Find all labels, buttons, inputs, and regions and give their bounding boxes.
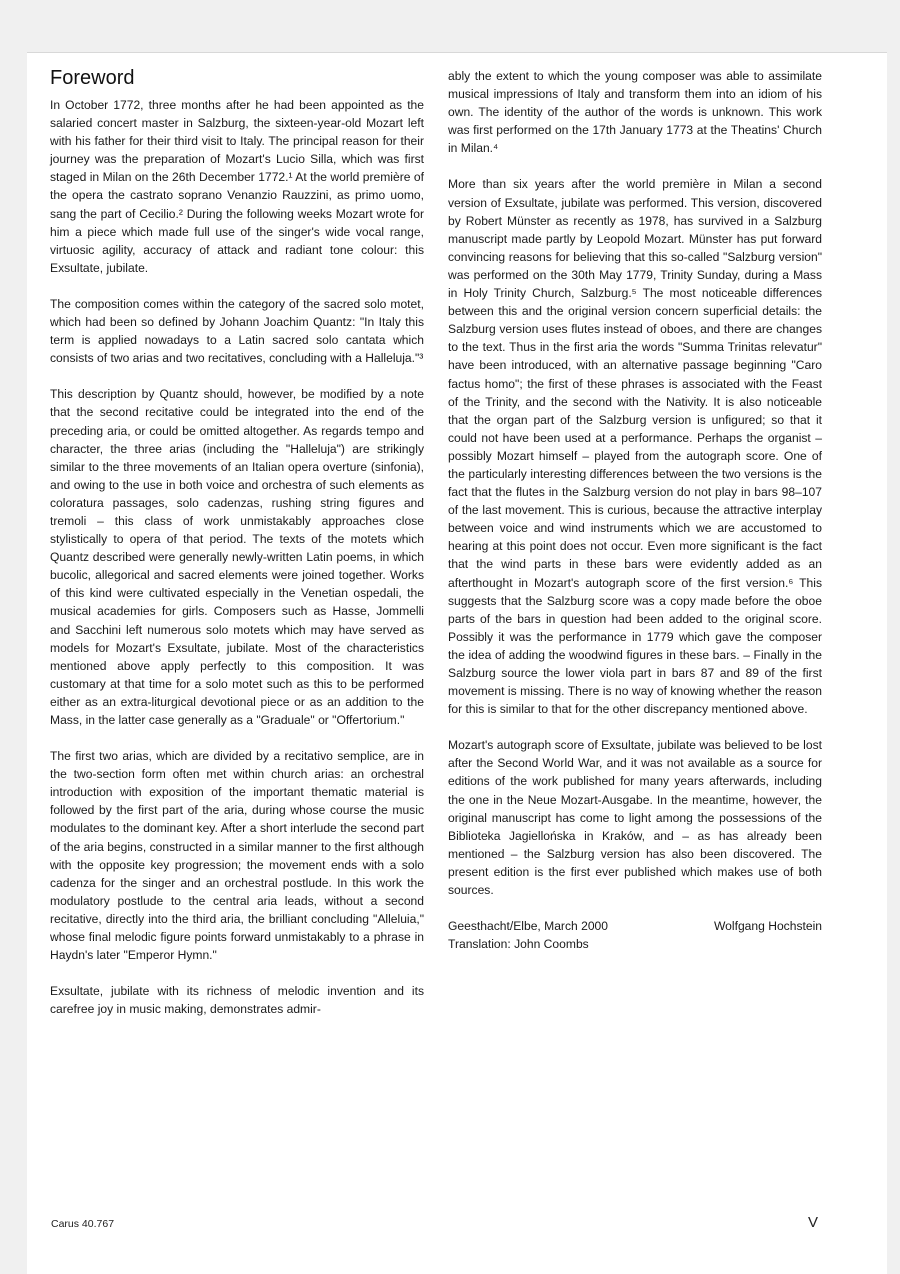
- page-number: V: [808, 1214, 819, 1231]
- paragraph: The first two arias, which are divided by a recitativo semplice, are in the two-section form often met within church arias: an orchestral introduction with exposition of the important thematic material is followed by the first part of the aria, during whose course the music modulates to the dominant key. After a short interlude the second part of the aria begins, constructed in a similar manner to the first although with the opposite key progression; the movement ends with a solo cadenza for the singer and an orchestral postlude. In this work the modulatory postlude to the central aria leads, without a second recitative, directly into the third aria, the brilliant concluding "Alleluia," whose final melodic figure points forward unmistakably to a phrase in Haydn's later "Emperor Hymn.": [50, 749, 424, 963]
- page-top-border: [27, 52, 887, 53]
- catalog-number: Carus 40.767: [51, 1218, 115, 1230]
- page-title: Foreword: [50, 67, 135, 89]
- paragraph: More than six years after the world première in Milan a second version of Exsultate, jubilate was performed. This version, discovered by Robert Münster as recently as 1978, has survived in a Salzburg manuscript made partly by Leopold Mozart. Münster has put forward convincing reasons for believing that this so-called "Salzburg version" was performed on the 30th May 1779, Trinity Sunday, during a Mass in Holy Trinity Church, Salzburg.⁵ The most noticeable differences between this and the original version concern superficial details: the Salzburg version uses flutes instead of oboes, and there are changes to the text. Thus in the first aria the words "Summa Trinitas relevatur" have been introduced, with an alternative passage beginning "Caro factus homo"; the first of these phrases is associated with the Feast of the Trinity, and the second with the Nativity. It is also noticeable that the organ part of the Salzburg version is unfigured; so that it could not have been used at a performance. Perhaps the organist – possibly Mozart himself – played from the autograph score. One of the particularly interesting differences between the two versions is the fact that the flutes in the Salzburg version do not play in bars 98–107 of the last movement. This is curious, because the attractive interplay between voice and wind instruments which we are accustomed to hearing at this point does not occur. Even more significant is the fact that the wind parts in these bars were evidently added as an afterthought in Mozart's autograph score of the first version.⁶ This suggests that the Salzburg score was a copy made before the oboe parts of the bars in question had been added to the original score. Possibly it was the performance in 1779 which gave the composer the idea of adding the woodwind figures in these bars. – Finally in the Salzburg source the lower viola part in bars 87 and 89 of the first movement is missing. There is no way of knowing whether the reason for this is similar to that for the other discrepancy mentioned above.: [448, 177, 822, 717]
- paragraph: Exsultate, jubilate with its richness of melodic invention and its carefree joy in music making, demonstrates admir-: [50, 984, 424, 1017]
- place-date: Geesthacht/Elbe, March 2000: [448, 919, 609, 934]
- paragraph: In October 1772, three months after he had been appointed as the salaried concert master in Salzburg, the sixteen-year-old Mozart left with his father for their third visit to Italy. The principal reason for their journey was the preparation of Mozart's Lucio Silla, which was first staged in Milan on the 26th December 1772.¹ At the world première of the opera the castrato soprano Venanzio Rauzzini, as primo uomo, sang the part of Cecilio.² During the following weeks Mozart wrote for him a piece which made full use of the singer's wide vocal range, virtuosic agility, accuracy of attack and radiant tone colour: this Exsultate, jubilate.: [50, 98, 424, 275]
- translation-credit: Translation: John Coombs: [448, 937, 589, 952]
- paragraph: Mozart's autograph score of Exsultate, jubilate was believed to be lost after the Second World War, and it was not available as a source for editions of the work published for many years afterwards, including the one in the Neue Mozart-Ausgabe. In the meantime, however, the original manuscript has come to light among the possessions of the Biblioteka Jagiellońska in Kraków, and – as has already been mentioned – the Salzburg version has also been discovered. The present edition is the first ever published which makes use of both sources.: [448, 738, 822, 898]
- left-column: [50, 66, 424, 1036]
- author-name: Wolfgang Hochstein: [713, 919, 822, 934]
- right-column: [448, 67, 822, 953]
- paragraph: ably the extent to which the young composer was able to assimilate musical impressions of Italy and transform them into an idiom of his own. The identity of the author of the words is unknown. This work was first performed on the 17th January 1773 at the Theatins' Church in Milan.⁴: [448, 69, 822, 156]
- signature-line: [448, 917, 822, 935]
- paragraph: This description by Quantz should, however, be modified by a note that the second recitative could be integrated into the end of the preceding aria, or could be omitted altogether. As regards tempo and character, the three arias (including the "Halleluja") are strikingly similar to the three movements of an Italian opera overture (sinfonia), and owing to the use in both voice and orchestra of such elements as coloratura passages, solo cadenzas, rushing string figures and tremoli – this class of work unmistakably approaches close stylistically to opera of that period. The texts of the motets which Quantz described were generally newly-written Latin poems, in which bucolic, allegorical and sacred elements were joined together. Works of this kind were cultivated especially in the Venetian ospedali, the musical academies for girls. Composers such as Hasse, Jommelli and Sacchini left numerous solo motets which may have served as models for Mozart's Exsultate, jubilate. Most of the characteristics mentioned above apply perfectly to this composition. It was customary at that time for a solo motet such as this to be performed either as an extra-liturgical devotional piece or as an addition to the Mass, in the latter case generally as a "Graduale" or "Offertorium.": [50, 387, 424, 727]
- paragraph: The composition comes within the category of the sacred solo motet, which had been so defined by Johann Joachim Quantz: "In Italy this term is applied nowadays to a Latin sacred solo cantata which consists of two arias and two recitatives, concluding with a Halleluja."³: [50, 296, 424, 366]
